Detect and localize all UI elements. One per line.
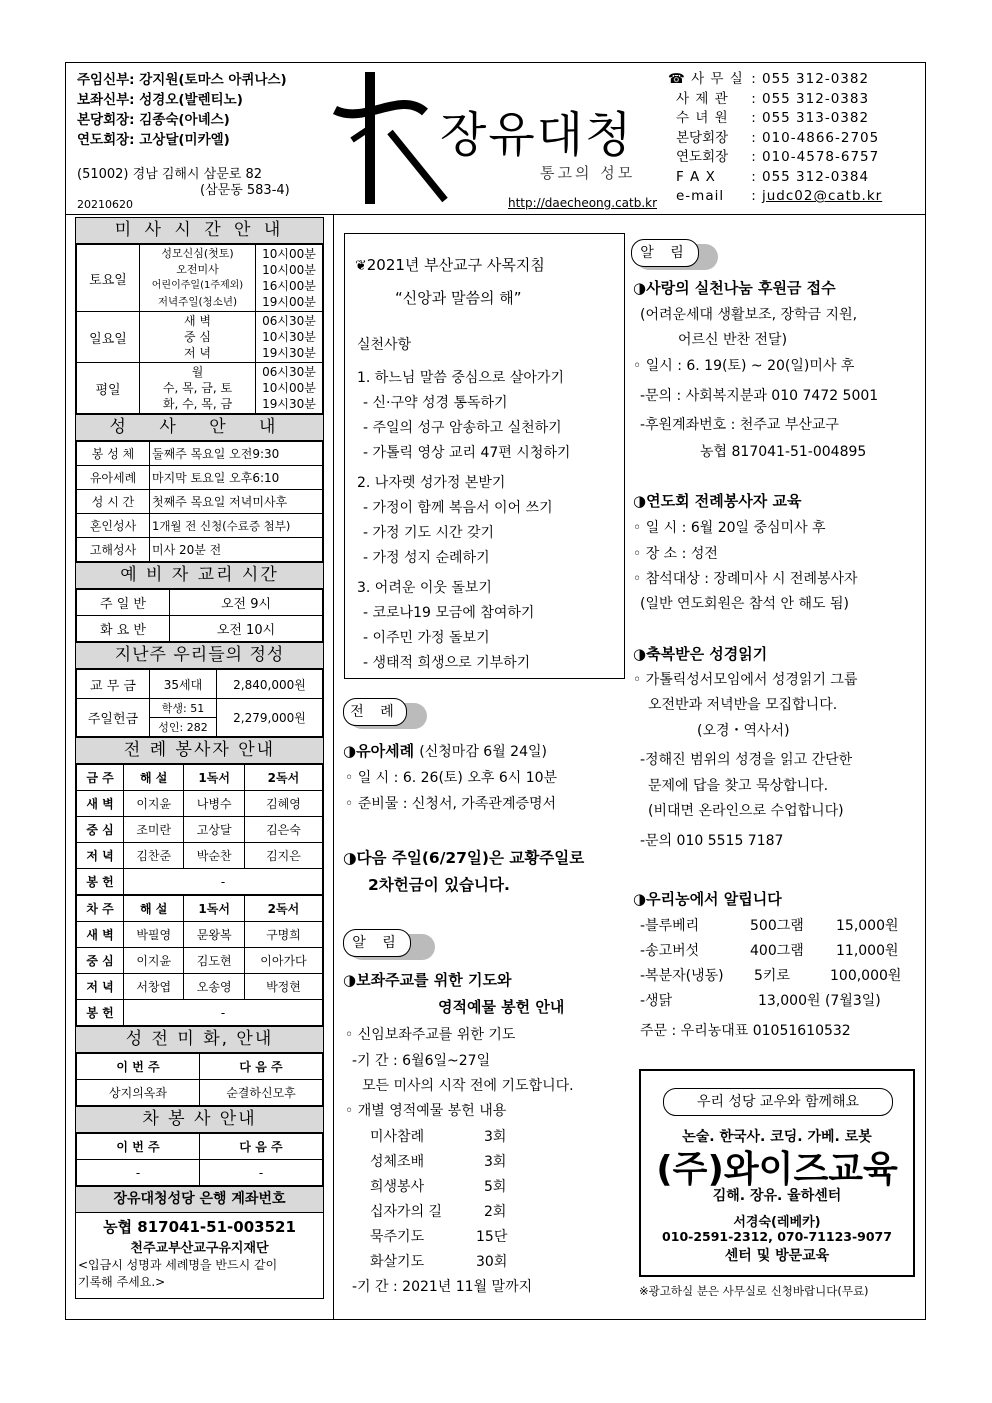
contact-row: ☎ 사 무 실 : 055 312-0382 <box>668 71 870 87</box>
product-qty: 5키로 <box>754 968 790 984</box>
liturgy-pill: 전 례 <box>343 698 407 726</box>
notice-line: (비대면 온라인으로 수업합니다) <box>648 803 844 819</box>
papal-sunday-heading: ◑다음 주일(6/27일)은 교황주일로 <box>343 849 585 867</box>
offering-count: 2회 <box>484 1204 507 1220</box>
mass-week-label: 평일 <box>77 363 140 414</box>
pastoral-guide-box <box>344 233 625 679</box>
notice-line: -기 간 : 6월6일~27일 <box>352 1053 491 1069</box>
car-table: 이 번 주 다 음 주 - - <box>76 1133 323 1186</box>
diocese-emblem-icon: ❦ <box>355 258 367 274</box>
issue-date: 20210620 <box>77 198 133 211</box>
masthead-subtitle: 통고의 성모 <box>540 164 636 182</box>
website-link[interactable]: http://daecheong.catb.kr <box>508 196 658 210</box>
bank-account: 농협 817041-51-003521 <box>103 1218 296 1236</box>
offering-title: 지난주 우리들의 정성 <box>76 642 323 669</box>
address-line-2: (삼문동 583-4) <box>200 183 290 198</box>
contact-row: e-mail : judc02@catb.kr <box>676 187 882 207</box>
sacrament-table: 봉 성 체 둘째주 목요일 오전9:30 유아세례 마지막 토요일 오후6:10 성 시 간 첫째주 목요일 저녁미사후 혼인성사 1개월 전 신청(수료증 첨부) 고해성사 미사 20분 전 <box>76 441 323 562</box>
column-divider <box>333 214 334 1320</box>
mass-sun-label: 일요일 <box>77 312 140 363</box>
bishop-prayer-heading-2: 영적예물 봉헌 안내 <box>438 998 565 1016</box>
guide-subitem: - 가정 성지 순례하기 <box>363 550 490 566</box>
mass-sat-label: 토요일 <box>77 245 140 312</box>
yeondo-heading: ◑연도회 전례봉사자 교육 <box>633 492 802 510</box>
guide-title: 2021년 부산교구 사목지침 <box>366 256 545 274</box>
right-notice-pill: 알 림 <box>631 239 699 267</box>
baptism-heading: ◑유아세례 (신청마감 6월 24일) <box>343 742 547 760</box>
guide-subitem: - 가정 기도 시간 갖기 <box>363 525 495 541</box>
product-price: 100,000원 <box>830 968 902 984</box>
flowers-title: 성 전 미 화, 안내 <box>76 1026 323 1053</box>
notice-line: 어르신 반찬 전달) <box>678 332 788 348</box>
advertisement-box <box>639 1069 915 1277</box>
guide-subitem: - 주일의 성구 암송하고 실천하기 <box>363 420 562 436</box>
bank-note-1: <입금시 성명과 세례명을 반드시 같이 <box>78 1258 278 1272</box>
bank-note-2: 기록해 주세요.> <box>78 1275 166 1289</box>
mass-sun-times: 06시30분 10시30분 19시30분 <box>256 312 323 363</box>
product-name: -생닭 <box>640 993 673 1009</box>
notice-pill: 알 림 <box>343 929 411 957</box>
clergy-assistant: 보좌신부: 성경오(발렌티노) <box>77 92 243 108</box>
contact-row: F A X : 055 312-0384 <box>676 168 870 185</box>
product-name: -블루베리 <box>640 918 700 934</box>
guide-subitem: - 생태적 희생으로 기부하기 <box>363 655 531 671</box>
notice-line: -기 간 : 2021년 11월 말까지 <box>352 1279 533 1295</box>
contact-list <box>668 70 883 207</box>
papal-sunday-heading-2: 2차헌금이 있습니다. <box>368 876 510 894</box>
baptism-date: ◦ 일 시 : 6. 26(토) 오후 6시 10분 <box>345 770 558 786</box>
ad-subjects: 논술. 한국사. 코딩. 가베. 로봇 <box>682 1129 872 1145</box>
guide-subitem: - 코로나19 모금에 참여하기 <box>363 605 535 621</box>
ad-company: (주)와이즈교육 <box>656 1149 898 1190</box>
notice-line: ◦ 장 소 : 성전 <box>633 546 718 562</box>
flowers-table: 이 번 주 다 음 주 상지의옥좌 순결하신모후 <box>76 1053 323 1106</box>
order-line: 주문 : 우리농대표 01051610532 <box>640 1023 851 1039</box>
notice-line: (일반 연도회원은 참석 안 해도 됨) <box>640 596 849 612</box>
baptism-docs: ◦ 준비물 : 신청서, 가족관계증명서 <box>345 796 557 812</box>
offering-item: 묵주기도 <box>370 1229 425 1245</box>
notice-line: -후원계좌번호 : 천주교 부산교구 <box>640 417 839 433</box>
left-column <box>75 217 324 1299</box>
guide-subitem: - 신·구약 성경 통독하기 <box>363 395 508 411</box>
charity-heading: ◑사랑의 실천나눔 후원금 접수 <box>633 279 836 297</box>
product-qty: 400그램 <box>750 943 804 959</box>
product-price: 15,000원 <box>836 918 899 934</box>
guide-motto: “신앙과 말씀의 해” <box>395 289 522 307</box>
guide-item: 2. 나자렛 성가정 본받기 <box>357 475 506 491</box>
mass-week-items: 월 수, 목, 금, 토 화, 수, 목, 금 <box>140 363 256 414</box>
offering-item: 화살기도 <box>370 1254 425 1270</box>
cross-logo-icon <box>330 70 450 210</box>
notice-line: ◦ 일 시 : 6월 20일 중심미사 후 <box>633 520 826 536</box>
catechumen-title: 예 비 자 교리 시간 <box>76 562 323 589</box>
email-link[interactable]: judc02@catb.kr <box>762 188 883 204</box>
header-divider <box>65 214 926 215</box>
notice-line: (오경・역사서) <box>697 723 790 739</box>
contact-row: 본당회장 : 010-4866-2705 <box>676 129 880 146</box>
ad-phone: 010-2591-2312, 070-71123-9077 <box>662 1229 892 1244</box>
masthead-title: 장유대청 <box>440 107 634 163</box>
offering-count: 30회 <box>476 1254 508 1270</box>
product-qty: 500그램 <box>750 918 804 934</box>
notice-line: (어려운세대 생활보조, 장학금 지원, <box>640 307 858 323</box>
guide-item: 1. 하느님 말씀 중심으로 살아가기 <box>357 370 564 386</box>
mass-week-times: 06시30분 10시00분 19시30분 <box>256 363 323 414</box>
address-line-1: (51002) 경남 김해시 삼문로 82 <box>77 167 263 182</box>
offering-count: 3회 <box>484 1129 507 1145</box>
notice-line: -문의 010 5515 7187 <box>640 833 784 849</box>
ad-contact-name: 서경숙(레베카) <box>733 1215 821 1230</box>
mass-sat-items: 성모신심(첫토) 오전미사 어린이주일(1주제외) 저녁주일(청소년) <box>140 245 256 312</box>
notice-line: 오전반과 저녁반을 모집합니다. <box>648 697 838 713</box>
ad-locations: 김해. 장유. 율하센터 <box>712 1188 842 1204</box>
guide-title-row <box>355 254 545 275</box>
woorinong-heading: ◑우리농에서 알립니다 <box>633 890 782 908</box>
product-price: 13,000원 (7월3일) <box>758 993 881 1009</box>
servers-table: 금 주 해 설 1독서 2독서 새 벽 이지윤 나병수 김혜영 중 심 조미란 고상달 김은숙 저 녁 김찬준 박순찬 김지은 봉 헌 - 차 주 해 설 1독서 2독서 새 벽 박필영 문왕복 구명희 중 심 이지윤 김도현 이아가다 저 녁 서창엽 오송영 박정현 봉 헌 - <box>76 764 323 1026</box>
notice-line: 농협 817041-51-004895 <box>700 444 867 460</box>
offering-count: 3회 <box>484 1154 507 1170</box>
clergy-council-head: 본당회장: 김종숙(아녜스) <box>77 112 230 128</box>
guide-subitem: - 가정이 함께 복음서 이어 쓰기 <box>363 500 553 516</box>
notice-line: -정해진 범위의 성경을 읽고 간단한 <box>640 752 853 768</box>
offering-item: 성체조배 <box>370 1154 425 1170</box>
bishop-prayer-heading: ◑보좌주교를 위한 기도와 <box>343 971 512 989</box>
contact-row: 사 제 관 : 055 312-0383 <box>676 90 870 107</box>
notice-line: 문제에 답을 찾고 묵상합니다. <box>648 778 829 794</box>
offering-table: 교 무 금 35세대 2,840,000원 주일헌금 학생: 51 2,279,000원 성인: 282 <box>76 669 323 737</box>
sacrament-title: 성 사 안 내 <box>76 414 323 441</box>
offering-count: 15단 <box>476 1229 508 1245</box>
product-name: -송고버섯 <box>640 943 700 959</box>
mass-times-title: 미 사 시 간 안 내 <box>76 218 323 244</box>
notice-line: -문의 : 사회복지분과 010 7472 5001 <box>640 388 879 404</box>
notice-line: ◦ 가톨릭성서모임에서 성경읽기 그룹 <box>633 672 858 688</box>
guide-item: 3. 어려운 이웃 돌보기 <box>357 580 492 596</box>
ad-footnote: ※광고하실 분은 사무실로 신청바랍니다(무료) <box>639 1284 869 1298</box>
notice-line: ◦ 신임보좌주교를 위한 기도 <box>345 1027 516 1043</box>
ad-service: 센터 및 방문교육 <box>724 1248 830 1264</box>
clergy-yeondo-head: 연도회장: 고상달(미카엘) <box>77 132 230 148</box>
guide-subitem: - 가톨릭 영상 교리 47편 시청하기 <box>363 445 571 461</box>
bible-heading: ◑축복받은 성경읽기 <box>633 645 768 663</box>
notice-line: ◦ 개별 영적예물 봉헌 내용 <box>345 1103 507 1119</box>
notice-line: 모든 미사의 시작 전에 기도합니다. <box>362 1078 574 1094</box>
clergy-pastor: 주임신부: 강지원(토마스 아퀴나스) <box>77 72 287 88</box>
catechumen-table: 주 일 반 오전 9시 화 요 반 오전 10시 <box>76 589 323 642</box>
ad-top-label: 우리 성당 교우와 함께해요 <box>663 1088 893 1116</box>
notice-line: ◦ 참석대상 : 장례미사 시 전례봉사자 <box>633 571 858 587</box>
offering-item: 십자가의 길 <box>370 1204 443 1220</box>
car-title: 차 봉 사 안내 <box>76 1106 323 1133</box>
bank-holder: 천주교부산교구유지재단 <box>130 1241 269 1256</box>
guide-subitem: - 이주민 가정 돌보기 <box>363 630 490 646</box>
mass-sun-items: 새 벽 중 심 저 녁 <box>140 312 256 363</box>
offering-item: 미사참례 <box>370 1129 425 1145</box>
offering-count: 5회 <box>484 1179 507 1195</box>
contact-row: 수 녀 원 : 055 313-0382 <box>676 110 870 126</box>
bank-title: 장유대청성당 은행 계좌번호 <box>76 1186 323 1213</box>
mass-times-table <box>76 244 323 414</box>
contact-row: 연도회장 : 010-4578-6757 <box>676 149 880 165</box>
product-price: 11,000원 <box>836 943 899 959</box>
servers-title: 전 례 봉사자 안내 <box>76 737 323 764</box>
product-name: -복분자(냉동) <box>640 968 724 984</box>
notice-line: ◦ 일시 : 6. 19(토) ~ 20(일)미사 후 <box>633 358 855 374</box>
guide-practice: 실천사항 <box>357 337 412 353</box>
mass-sat-times: 10시00분 10시00분 16시00분 19시00분 <box>256 245 323 312</box>
clergy-list <box>77 70 287 150</box>
offering-item: 희생봉사 <box>370 1179 425 1195</box>
